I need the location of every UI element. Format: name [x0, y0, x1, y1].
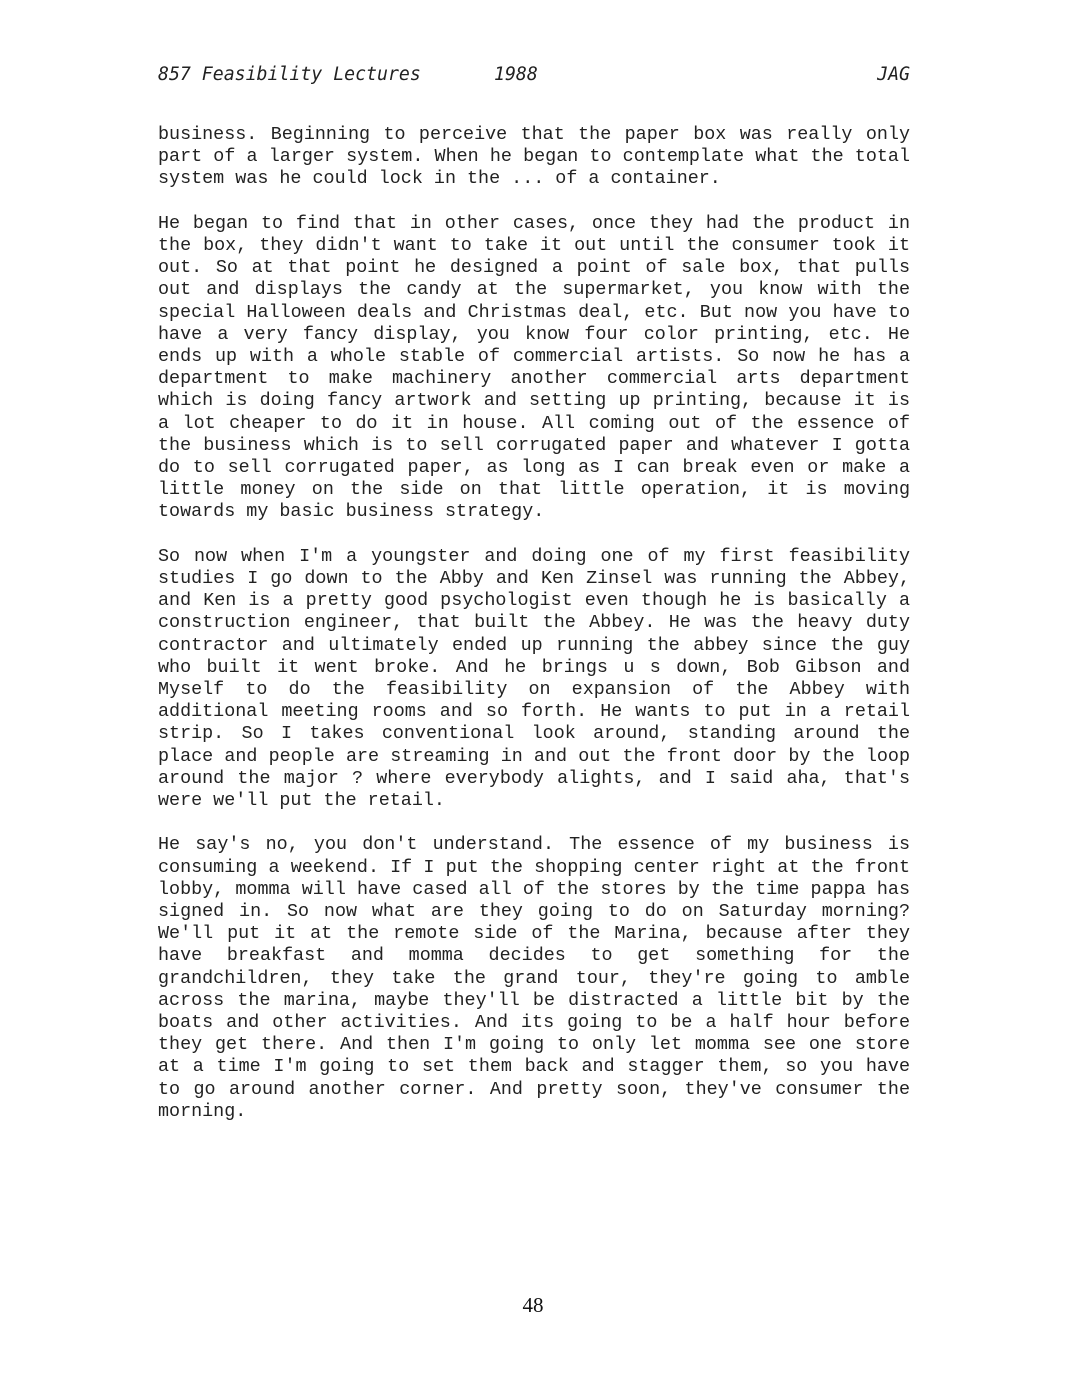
- running-header: [158, 62, 910, 88]
- paragraph: So now when I'm a youngster and doing one of my first feasibility studies I go down to the Abby and Ken Zinsel was running the Abbey, and Ken is a pretty good psychologist even though he is basically a construction engineer, that built the Abbey. He was the heavy duty contractor and ultimately ended up running the abbey since the guy who built it went broke. And he brings u s down, Bob Gibson and Myself to do the feasibility on expansion of the Abbey with additional meeting rooms and so forth. He wants to put in a retail strip. So I takes conventional look around, standing around the place and people are streaming in and out the front door by the loop around the major ? where everybody alights, and I said aha, that's were we'll put the retail.: [158, 545, 910, 812]
- paragraph: He began to find that in other cases, once they had the product in the box, they didn't want to take it out until the consumer took it out. So at that point he designed a point of sale box, that pulls out and displays the candy at the supermarket, you know with the special Halloween deals and Christmas deal, etc. But now you have to have a very fancy display, you know four color printing, etc. He ends up with a whole stable of commercial artists. So now he has a department to make machinery another commercial arts department which is doing fancy artwork and setting up printing, because it is a lot cheaper to do it in house. All coming out of the essence of the business which is to sell corrugated paper and whatever I gotta do to sell corrugated paper, as long as I can break even or make a little money on the side on that little operation, it is moving towards my basic business strategy.: [158, 212, 910, 523]
- body-text: [158, 124, 910, 1123]
- page-number: 48: [522, 1293, 544, 1317]
- paragraph: He say's no, you don't understand. The essence of my business is consuming a weekend. If I put the shopping center right at the front lobby, momma will have cased all of the stores by the time pappa has signed in. So now what are they going to do on Saturday morning? We'll put it at the remote side of the Marina, because after they have breakfast and momma decides to get something for the grandchildren, they take the grand tour, they're going to amble across the marina, maybe they'll be distracted a little bit by the boats and other activities. And its going to be a half hour before they get there. And then I'm going to only let momma see one store at a time I'm going to set them back and stagger them, so you have to go around another corner. And pretty soon, they've consumer the morning.: [158, 834, 910, 1122]
- header-author: JAG: [877, 64, 910, 85]
- paragraph: business. Beginning to perceive that the paper box was really only part of a larger system. When he began to contemplate what the total system was he could lock in the ... of a container.: [158, 124, 910, 190]
- header-year: 1988: [494, 64, 538, 85]
- header-title: 857 Feasibility Lectures: [158, 64, 421, 85]
